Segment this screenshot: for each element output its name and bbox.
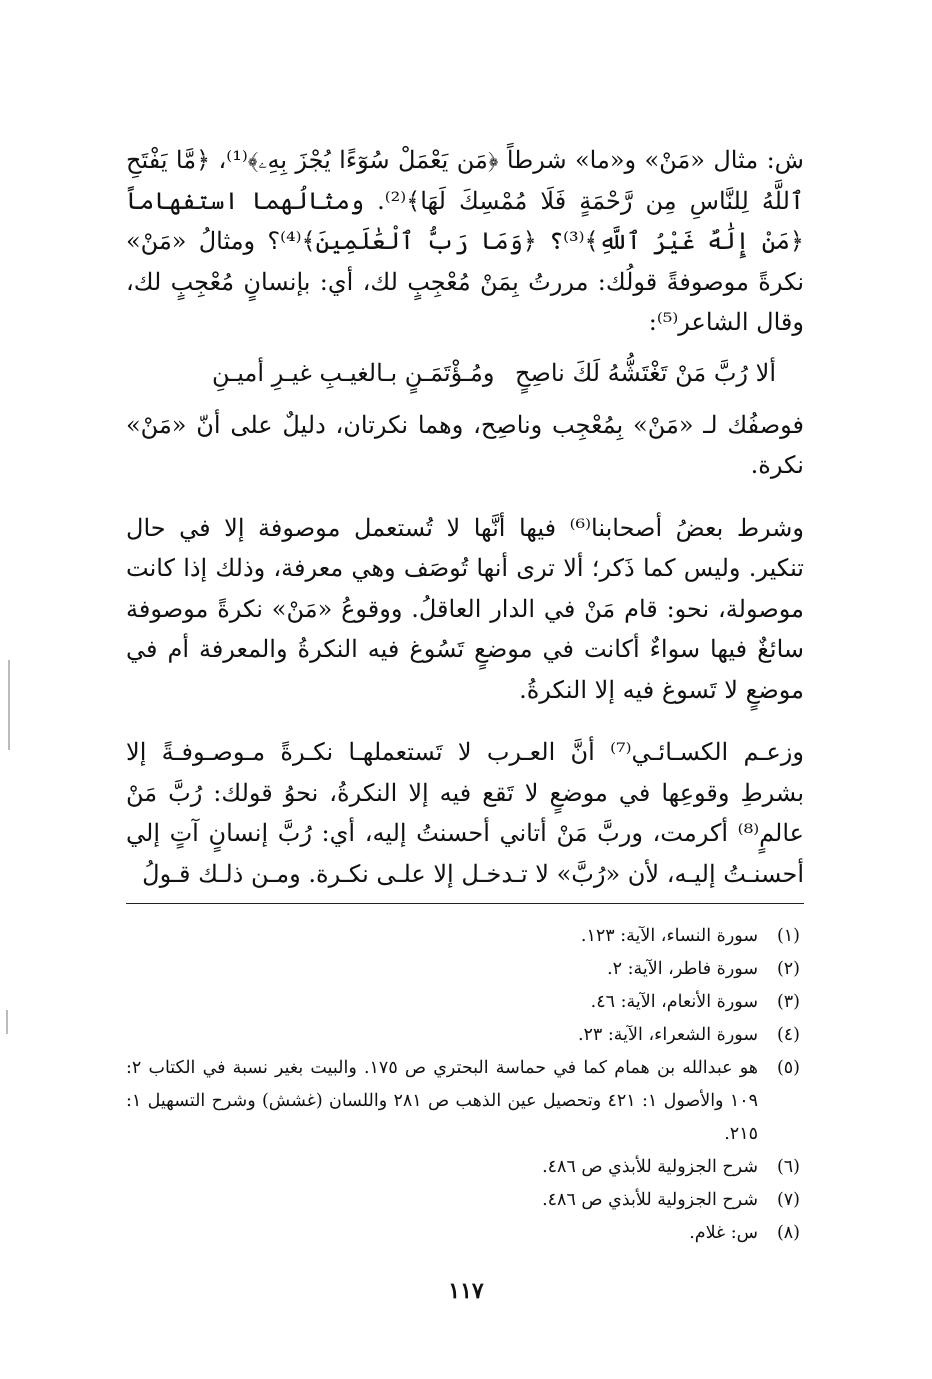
footnote-item <box>126 1019 800 1052</box>
footnote-text: هو عبدالله بن همام كما في حماسة البحتري ص ١٧٥. والبيت بغير نسبة في الكتاب ٢: ١٠٩ والأصول ١: ٤٢١ وتحصيل عين الذهب ص ٢٨١ واللسان (غشش) وشرح التسهيل ١: ٢١٥. <box>126 1058 759 1144</box>
footnote-item <box>126 1184 800 1217</box>
footnote-number: (٨) <box>776 1223 800 1243</box>
footnote-item <box>126 953 800 986</box>
scan-edge-mark <box>6 1010 8 1034</box>
footnote-number: (٤) <box>776 1025 800 1045</box>
paragraph-after-verse: فوصفُك لـ «مَنْ» بِمُعْجِب وناصِح، وهما نكرتان، دليلٌ على أنّ «مَنْ» نكرة. <box>126 410 804 479</box>
footnote-item <box>126 1217 800 1250</box>
footnote-text: سورة النساء، الآية: ١٢٣. <box>580 926 758 946</box>
footnote-number: (٦) <box>776 1157 800 1177</box>
footnote-number: (٧) <box>776 1190 800 1210</box>
paragraph-condition: وشرط بعضُ أصحابنا⁽⁶⁾ فيها أنَّها لا تُستعمل موصوفة إلا في حال تنكير. وليس كما ذَكر؛ ألا ترى أنها تُوصَف وهي معرفة، وذلك إذا كانت موصولة، نحو: قام مَنْ في الدار العاقلُ. ووقوعُ «مَنْ» نكرةً موصوفة سائغٌ فيها سواءٌ أكانت في موضعٍ تَسُوغ فيه النكرةُ والمعرفة أم في موضعٍ لا تَسوغ فيه إلا النكرةُ. <box>126 513 805 704</box>
scan-edge-mark <box>8 660 10 750</box>
footnote-item <box>126 1151 800 1184</box>
footnote-text: س: غلام. <box>689 1223 758 1243</box>
main-text <box>126 140 804 894</box>
footnote-number: (١) <box>776 926 800 946</box>
footnote-item <box>126 986 800 1019</box>
paragraph-kisai: وزعـم الكسـائـي⁽⁷⁾ أنَّ العـرب لا تَستعملهـا نكـرةً مـوصـوفـةً إلا بشرطِ وقوعِها في موضعٍ لا تَقع فيه إلا النكرةُ، نحوُ قولك: رُبَّ مَنْ عالمٍ⁽⁸⁾ أكرمت، وربَّ مَنْ أتاني أحسنتُ إليه، أي: رُبَّ إنسانٍ آتٍ إلي أحسنـتُ إليـه، لأن «رُبَّ» لا تـدخـل إلا علـى نكـرة. ومـن ذلـك قـولُ <box>126 738 804 888</box>
footnote-text: سورة فاطر، الآية: ٢. <box>607 959 758 979</box>
footnote-text: شرح الجزولية للأبذي ص ٤٨٦. <box>542 1190 758 1210</box>
footnote-number: (٢) <box>776 959 800 979</box>
verse-first-hemistich: ألا رُبَّ مَنْ تَغْتَشُّهُ لَكَ ناصِحٍ <box>515 358 776 387</box>
paragraph-examples: ش: مثال «مَنْ» و«ما» شرطاً ﴿مَن يَعْمَلْ سُوٓءًا يُجْزَ بِهِۦ﴾⁽¹⁾، ﴿مَّا يَفْتَحِ ٱللَّهُ لِلنَّاسِ مِن رَّحْمَةٍ فَلَا مُمْسِكَ لَهَا﴾⁽²⁾. ومثالُهما استفهاماً ﴿مَنْ إِلَٰهٌ غَيْرُ ٱللَّهِ﴾⁽³⁾؟ ﴿وَمَا رَبُّ ٱلْعَٰلَمِينَ﴾⁽⁴⁾؟ ومثالُ «مَنْ» نكرةً موصوفةً قولُك: مررتُ بِمَنْ مُعْجِبٍ لك، أي: بإنسانٍ مُعْجِبٍ لك، وقال الشاعر⁽⁵⁾: <box>126 146 804 336</box>
page-number: ١١٧ <box>448 1278 484 1304</box>
footnote-number: (٣) <box>776 992 800 1012</box>
footnote-number: (٥) <box>776 1058 800 1078</box>
footnote-text: شرح الجزولية للأبذي ص ٤٨٦. <box>542 1157 758 1177</box>
footnote-text: سورة الأنعام، الآية: ٤٦. <box>590 992 758 1012</box>
footnote-item <box>126 1052 800 1151</box>
footnote-text: سورة الشعراء، الآية: ٢٣. <box>577 1025 758 1045</box>
footnote-item <box>126 920 800 953</box>
poetry-verse <box>126 353 804 393</box>
footnotes-list <box>126 920 800 1250</box>
verse-second-hemistich: ومُـؤْتَمَـنٍ بـالغيـبِ غيـرِ أميـنِ <box>212 358 495 387</box>
footnote-divider <box>126 903 804 904</box>
